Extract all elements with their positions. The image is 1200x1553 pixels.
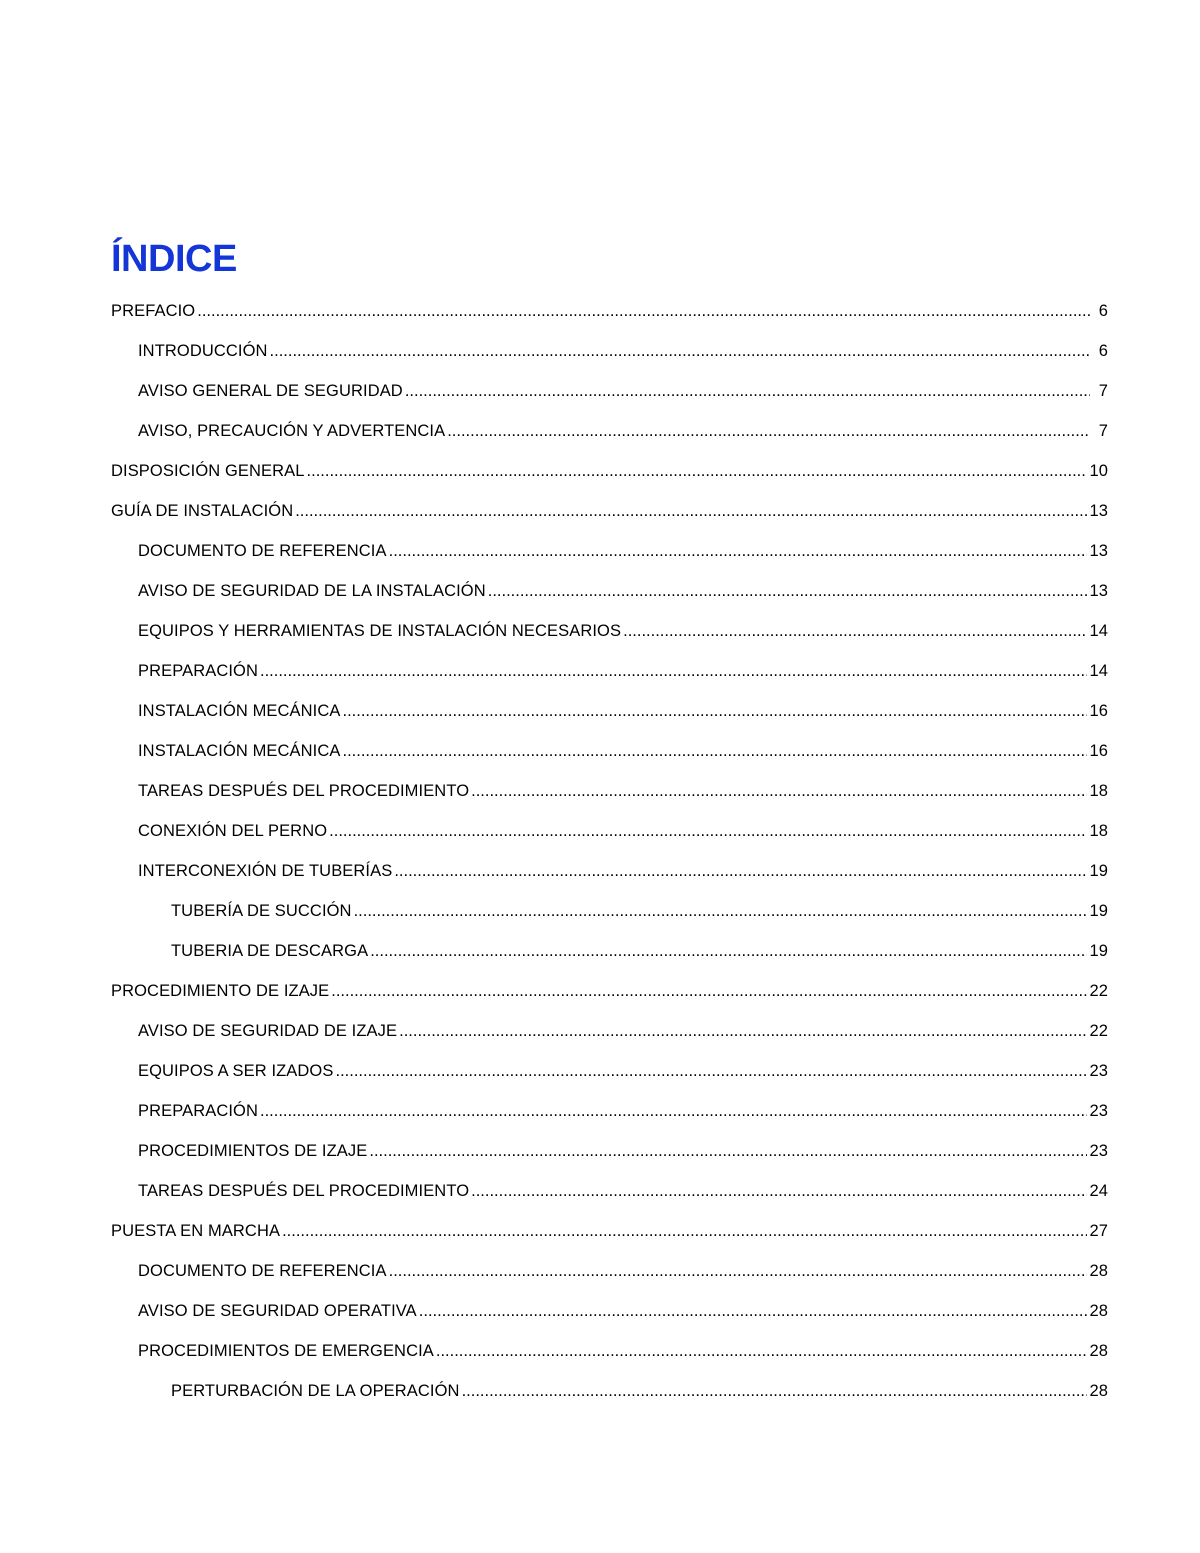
dot-leader	[419, 1291, 1088, 1331]
toc-entry-label: AVISO, PRECAUCIÓN Y ADVERTENCIA	[138, 422, 446, 440]
toc-entry-label: DOCUMENTO DE REFERENCIA	[138, 1262, 387, 1280]
dot-leader	[462, 1371, 1088, 1411]
toc-entry-label: DOCUMENTO DE REFERENCIA	[138, 542, 387, 560]
toc-entry-page-number: 14	[1089, 622, 1108, 640]
toc-entry[interactable]	[0, 371, 1200, 411]
toc-entry[interactable]	[0, 491, 1200, 531]
toc-entry-label: PERTURBACIÓN DE LA OPERACIÓN	[171, 1382, 460, 1400]
toc-entry-page-number: 23	[1089, 1102, 1108, 1120]
dot-leader	[369, 1131, 1087, 1171]
dot-leader	[335, 1051, 1087, 1091]
dot-leader	[282, 1211, 1087, 1251]
toc-entry-label: PROCEDIMIENTOS DE IZAJE	[138, 1142, 368, 1160]
toc-entry-label: INSTALACIÓN MECÁNICA	[138, 702, 341, 720]
page-title: ÍNDICE	[111, 238, 237, 280]
toc-entry-page-number: 18	[1089, 822, 1108, 840]
dot-leader	[399, 1011, 1087, 1051]
toc-entry-page-number: 28	[1089, 1342, 1108, 1360]
toc-entry-page-number: 16	[1089, 702, 1108, 720]
toc-entry-label: INTRODUCCIÓN	[138, 342, 268, 360]
dot-leader	[471, 771, 1087, 811]
toc-entry[interactable]	[0, 531, 1200, 571]
toc-entry[interactable]	[0, 611, 1200, 651]
toc-entry-label: EQUIPOS Y HERRAMIENTAS DE INSTALACIÓN NECESARIOS	[138, 622, 622, 640]
toc-entry[interactable]	[0, 811, 1200, 851]
toc-entry-label: INSTALACIÓN MECÁNICA	[138, 742, 341, 760]
toc-entry-label: CONEXIÓN DEL PERNO	[138, 822, 328, 840]
toc-entry-label: GUÍA DE INSTALACIÓN	[111, 502, 294, 520]
toc-entry[interactable]	[0, 1171, 1200, 1211]
toc-entry[interactable]	[0, 571, 1200, 611]
toc-entry-label: AVISO DE SEGURIDAD DE IZAJE	[138, 1022, 398, 1040]
toc-entry-page-number: 27	[1089, 1222, 1108, 1240]
toc-entry-page-number: 28	[1089, 1262, 1108, 1280]
toc-entry[interactable]	[0, 851, 1200, 891]
dot-leader	[197, 291, 1090, 331]
toc-entry[interactable]	[0, 411, 1200, 451]
dot-leader	[295, 491, 1087, 531]
toc-entry-page-number: 19	[1089, 862, 1108, 880]
toc-entry-label: PREPARACIÓN	[138, 662, 258, 680]
toc-entry-page-number: 18	[1089, 782, 1108, 800]
toc-entry[interactable]	[0, 451, 1200, 491]
toc-entry-label: PROCEDIMIENTO DE IZAJE	[111, 982, 330, 1000]
dot-leader	[354, 891, 1088, 931]
dot-leader	[389, 531, 1088, 571]
dot-leader	[370, 931, 1087, 971]
toc-entry[interactable]	[0, 651, 1200, 691]
toc-entry-label: TAREAS DESPUÉS DEL PROCEDIMIENTO	[138, 1182, 470, 1200]
toc-entry-page-number: 14	[1089, 662, 1108, 680]
dot-leader	[260, 1091, 1087, 1131]
dot-leader	[329, 811, 1087, 851]
toc-entry-page-number: 7	[1098, 382, 1108, 400]
toc-entry[interactable]	[0, 891, 1200, 931]
toc-entry[interactable]	[0, 1371, 1200, 1411]
toc-entry-label: INTERCONEXIÓN DE TUBERÍAS	[138, 862, 393, 880]
toc-entry[interactable]	[0, 691, 1200, 731]
toc-entry-label: TUBERIA DE DESCARGA	[171, 942, 369, 960]
toc-entry-page-number: 28	[1089, 1382, 1108, 1400]
dot-leader	[307, 451, 1088, 491]
toc-entry-label: PUESTA EN MARCHA	[111, 1222, 281, 1240]
toc-entry-page-number: 13	[1089, 582, 1108, 600]
dot-leader	[342, 691, 1087, 731]
toc-entry[interactable]	[0, 1051, 1200, 1091]
toc-entry-page-number: 13	[1089, 502, 1108, 520]
toc-entry-label: AVISO DE SEGURIDAD OPERATIVA	[138, 1302, 417, 1320]
toc-entry[interactable]	[0, 731, 1200, 771]
toc-entry-label: PROCEDIMIENTOS DE EMERGENCIA	[138, 1342, 434, 1360]
toc-entry-page-number: 13	[1089, 542, 1108, 560]
dot-leader	[436, 1331, 1088, 1371]
dot-leader	[488, 571, 1088, 611]
toc-entry[interactable]	[0, 1251, 1200, 1291]
toc-entry-label: TUBERÍA DE SUCCIÓN	[171, 902, 352, 920]
toc-entry-page-number: 7	[1098, 422, 1108, 440]
toc-entry-label: EQUIPOS A SER IZADOS	[138, 1062, 334, 1080]
toc-entry-page-number: 24	[1089, 1182, 1108, 1200]
toc-entry-page-number: 23	[1089, 1062, 1108, 1080]
toc-entry[interactable]	[0, 971, 1200, 1011]
toc-entry[interactable]	[0, 291, 1200, 331]
dot-leader	[260, 651, 1087, 691]
toc-entry-label: DISPOSICIÓN GENERAL	[111, 462, 305, 480]
toc-entry-page-number: 6	[1098, 302, 1108, 320]
toc-entry[interactable]	[0, 771, 1200, 811]
toc-entry-page-number: 22	[1089, 982, 1108, 1000]
dot-leader	[405, 371, 1090, 411]
dot-leader	[623, 611, 1087, 651]
toc-entry-page-number: 19	[1089, 902, 1108, 920]
toc-entry[interactable]	[0, 931, 1200, 971]
toc-entry-label: PREPARACIÓN	[138, 1102, 258, 1120]
toc-entry-page-number: 6	[1098, 342, 1108, 360]
toc-entry[interactable]	[0, 1011, 1200, 1051]
toc-entry[interactable]	[0, 1131, 1200, 1171]
toc-entry[interactable]	[0, 331, 1200, 371]
toc-entry[interactable]	[0, 1331, 1200, 1371]
dot-leader	[389, 1251, 1088, 1291]
dot-leader	[447, 411, 1090, 451]
table-of-contents	[0, 291, 1200, 1411]
toc-entry[interactable]	[0, 1291, 1200, 1331]
dot-leader	[331, 971, 1087, 1011]
toc-entry-page-number: 19	[1089, 942, 1108, 960]
toc-entry-page-number: 16	[1089, 742, 1108, 760]
dot-leader	[471, 1171, 1087, 1211]
dot-leader	[394, 851, 1087, 891]
toc-entry[interactable]	[0, 1091, 1200, 1131]
toc-entry-page-number: 23	[1089, 1142, 1108, 1160]
toc-entry-label: AVISO DE SEGURIDAD DE LA INSTALACIÓN	[138, 582, 486, 600]
toc-entry-page-number: 10	[1089, 462, 1108, 480]
toc-entry-label: TAREAS DESPUÉS DEL PROCEDIMIENTO	[138, 782, 470, 800]
toc-entry-label: PREFACIO	[111, 302, 196, 320]
toc-entry-page-number: 22	[1089, 1022, 1108, 1040]
toc-entry-label: AVISO GENERAL DE SEGURIDAD	[138, 382, 403, 400]
toc-entry-page-number: 28	[1089, 1302, 1108, 1320]
dot-leader	[342, 731, 1087, 771]
dot-leader	[270, 331, 1090, 371]
toc-entry[interactable]	[0, 1211, 1200, 1251]
